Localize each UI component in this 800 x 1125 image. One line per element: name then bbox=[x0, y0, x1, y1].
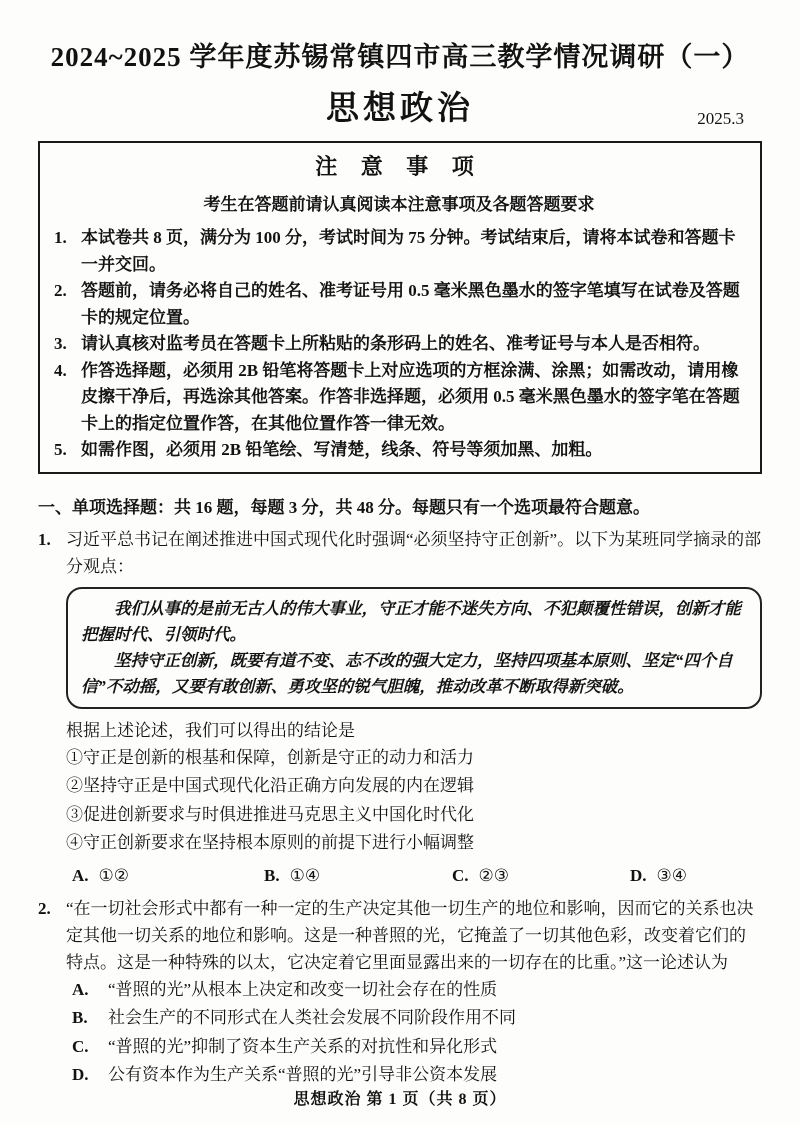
option-a-label: A. bbox=[72, 979, 89, 999]
notice-item-4 bbox=[54, 358, 744, 438]
page-footer: 思想政治 第 1 页（共 8 页） bbox=[293, 1091, 507, 1108]
notice-item-2 bbox=[54, 278, 744, 331]
option-a-text: ①② bbox=[98, 865, 130, 885]
option-c-label: C. bbox=[72, 1036, 89, 1056]
notice-box bbox=[38, 141, 762, 474]
notice-item-text: 作答选择题，必须用 2B 铅笔将答题卡上对应选项的方框涂满、涂黑；如需改动，请用橡皮擦干净后，再选涂其他答案。作答非选择题，必须用 0.5 毫米黑色墨水的签字笔在答题卡上的指定位置作答，在其他位置作答一律无效。 bbox=[81, 360, 740, 433]
notice-item-5 bbox=[54, 437, 744, 464]
option-a-text: “普照的光”从根本上决定和改变一切社会存在的性质 bbox=[108, 979, 498, 999]
option-c bbox=[452, 861, 630, 890]
subject-title: 思想政治 bbox=[326, 91, 474, 128]
statement-3: ③促进创新要求与时俱进推进马克思主义中国化时代化 bbox=[66, 804, 474, 824]
notice-subtitle: 考生在答题前请认真阅读本注意事项及各题答题要求 bbox=[203, 195, 595, 215]
question-2 bbox=[38, 895, 762, 976]
question-1-stem: 习近平总书记在阐述推进中国式现代化时强调“必须坚持守正创新”。以下为某班同学摘录的部分观点： bbox=[66, 529, 762, 576]
question-1-quote-box bbox=[66, 587, 762, 709]
notice-item-1 bbox=[54, 225, 744, 278]
notice-item-text: 如需作图，必须用 2B 铅笔绘、写清楚，线条、符号等须加黑、加粗。 bbox=[81, 440, 603, 460]
option-d-text: 公有资本作为生产关系“普照的光”引导非公资本发展 bbox=[108, 1065, 498, 1085]
option-b bbox=[264, 861, 452, 890]
option-b-label: B. bbox=[264, 865, 280, 885]
question-2-option-b bbox=[72, 1004, 762, 1033]
notice-item-number: 4. bbox=[54, 360, 67, 380]
question-2-stem: “在一切社会形式中都有一种一定的生产决定其他一切生产的地位和影响，因而它的关系也决定其他一切关系的地位和影响。这是一种普照的光，它掩盖了一切其他色彩，改变着它们的特点。这是一种特殊的以太，它决定着它里面显露出来的一切存在的比重。”这一论述认为 bbox=[66, 898, 754, 972]
option-c-text: “普照的光”抑制了资本生产关系的对抗性和异化形式 bbox=[108, 1036, 498, 1056]
notice-items bbox=[54, 225, 744, 464]
question-2-option-c bbox=[72, 1033, 762, 1062]
option-d bbox=[630, 861, 762, 890]
quote-paragraph-2: 坚持守正创新，既要有道不变、志不改的强大定力，坚持四项基本原则、坚定“四个自信”不动摇，又要有敢创新、勇攻坚的锐气胆魄，推动改革不断取得新突破。 bbox=[81, 650, 733, 696]
option-d-label: D. bbox=[630, 865, 647, 885]
question-2-option-a bbox=[72, 976, 762, 1005]
question-2-number: 2. bbox=[38, 898, 51, 918]
option-c-text: ②③ bbox=[478, 865, 510, 885]
option-d-label: D. bbox=[72, 1065, 89, 1085]
option-b-label: B. bbox=[72, 1008, 88, 1028]
question-1-statements bbox=[66, 744, 762, 858]
question-1-number: 1. bbox=[38, 529, 51, 549]
notice-item-number: 2. bbox=[54, 281, 67, 301]
question-1-lead: 根据上述论述，我们可以得出的结论是 bbox=[66, 720, 355, 740]
notice-item-text: 本试卷共 8 页，满分为 100 分，考试时间为 75 分钟。考试结束后，请将本试卷和答题卡一并交回。 bbox=[81, 228, 736, 274]
option-b-text: 社会生产的不同形式在人类社会发展不同阶段作用不同 bbox=[108, 1008, 516, 1028]
notice-item-3 bbox=[54, 331, 744, 358]
option-d-text: ③④ bbox=[656, 865, 688, 885]
quote-paragraph-1: 我们从事的是前无古人的伟大事业，守正才能不迷失方向、不犯颠覆性错误，创新才能把握时代、引领时代。 bbox=[81, 598, 741, 644]
statement-1: ①守正是创新的根基和保障，创新是守正的动力和活力 bbox=[66, 747, 474, 767]
exam-date: 2025.3 bbox=[697, 109, 744, 129]
question-1 bbox=[38, 526, 762, 580]
notice-item-number: 1. bbox=[54, 228, 67, 248]
question-1-options bbox=[72, 861, 762, 890]
paper-title: 2024~2025 学年度苏锡常镇四市高三教学情况调研（一） bbox=[50, 42, 750, 72]
option-b-text: ①④ bbox=[289, 865, 321, 885]
statement-2: ②坚持守正是中国式现代化沿正确方向发展的内在逻辑 bbox=[66, 776, 474, 796]
notice-item-number: 5. bbox=[54, 440, 67, 460]
subject-row bbox=[38, 85, 762, 133]
notice-title: 注 意 事 项 bbox=[315, 154, 483, 180]
option-a bbox=[72, 861, 264, 890]
notice-item-text: 请认真核对监考员在答题卡上所粘贴的条形码上的姓名、准考证号与本人是否相符。 bbox=[81, 334, 710, 354]
statement-4: ④守正创新要求在坚持根本原则的前提下进行小幅调整 bbox=[66, 833, 474, 853]
notice-item-text: 答题前，请务必将自己的姓名、准考证号用 0.5 毫米黑色墨水的签字笔填写在试卷及答题卡的规定位置。 bbox=[81, 281, 740, 327]
notice-item-number: 3. bbox=[54, 334, 67, 354]
option-c-label: C. bbox=[452, 865, 469, 885]
option-a-label: A. bbox=[72, 865, 89, 885]
section-1-heading: 一、单项选择题：共 16 题，每题 3 分，共 48 分。每题只有一个选项最符合题意。 bbox=[38, 497, 650, 517]
